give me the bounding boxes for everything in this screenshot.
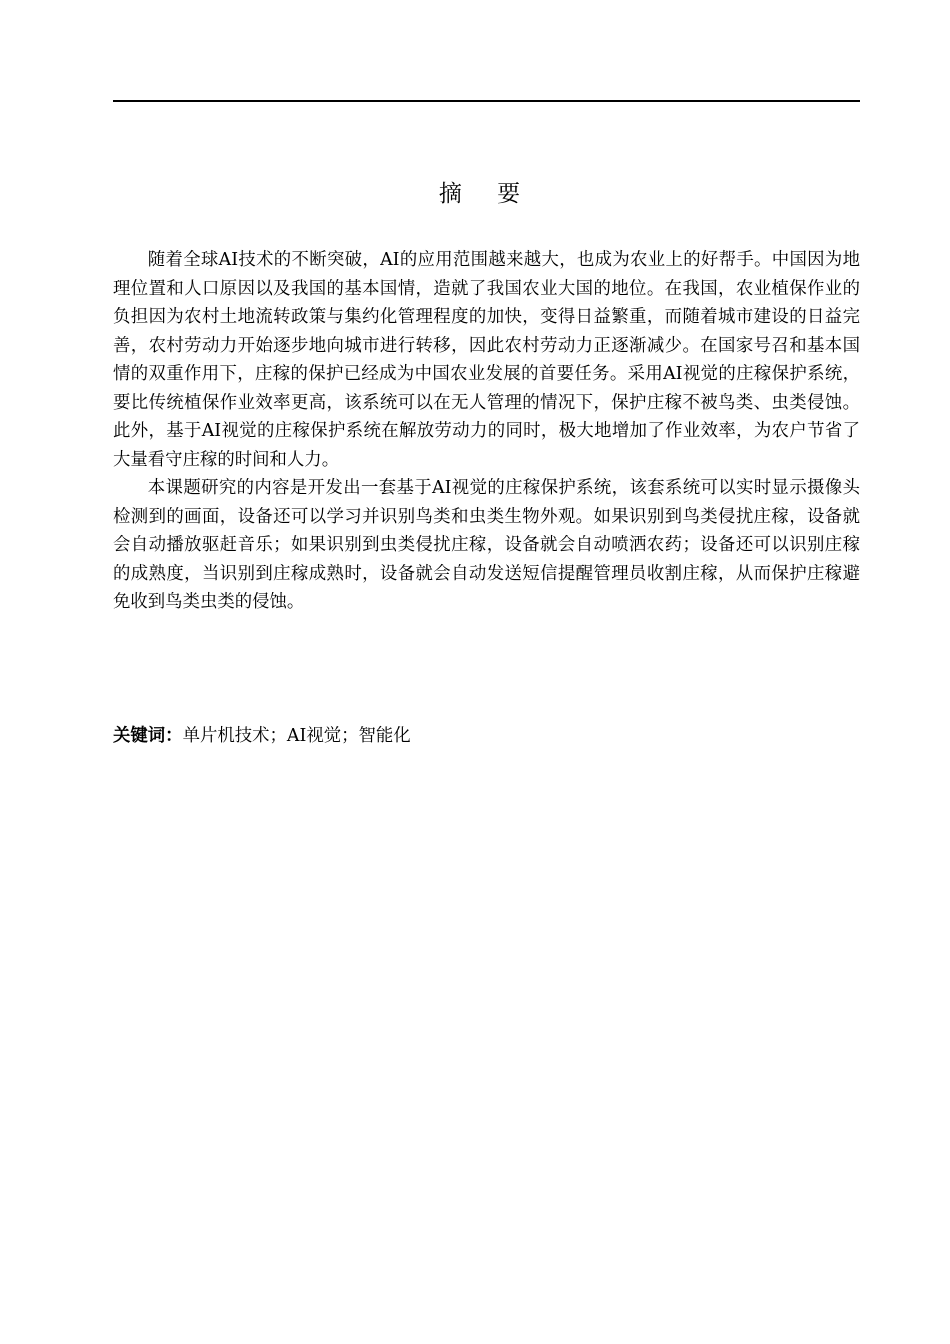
header-rule (113, 100, 860, 102)
keywords-line (113, 722, 860, 750)
abstract-paragraph-1: 随着全球AI技术的不断突破，AI的应用范围越来越大，也成为农业上的好帮手。中国因为地理位置和人口原因以及我国的基本国情，造就了我国农业大国的地位。在我国，农业植保作业的负担因为农村土地流转政策与集约化管理程度的加快，变得日益繁重，而随着城市建设的日益完善，农村劳动力开始逐步地向城市进行转移，因此农村劳动力正逐渐减少。在国家号召和基本国情的双重作用下，庄稼的保护已经成为中国农业发展的首要任务。采用AI视觉的庄稼保护系统，要比传统植保作业效率更高，该系统可以在无人管理的情况下，保护庄稼不被鸟类、虫类侵蚀。此外，基于AI视觉的庄稼保护系统在解放劳动力的同时，极大地增加了作业效率，为农户节省了大量看守庄稼的时间和人力。 (113, 250, 860, 470)
keywords-label: 关键词： (113, 726, 183, 746)
abstract-body (113, 246, 860, 617)
keywords-value: 单片机技术；AI视觉；智能化 (182, 726, 411, 746)
abstract-paragraph-2: 本课题研究的内容是开发出一套基于AI视觉的庄稼保护系统，该套系统可以实时显示摄像头检测到的画面，设备还可以学习并识别鸟类和虫类生物外观。如果识别到鸟类侵扰庄稼，设备就会自动播放驱赶音乐；如果识别到虫类侵扰庄稼，设备就会自动喷洒农药；设备还可以识别庄稼的成熟度，当识别到庄稼成熟时，设备就会自动发送短信提醒管理员收割庄稼，从而保护庄稼避免收到鸟类虫类的侵蚀。 (113, 478, 860, 612)
abstract-title: 摘 要 (438, 181, 535, 207)
